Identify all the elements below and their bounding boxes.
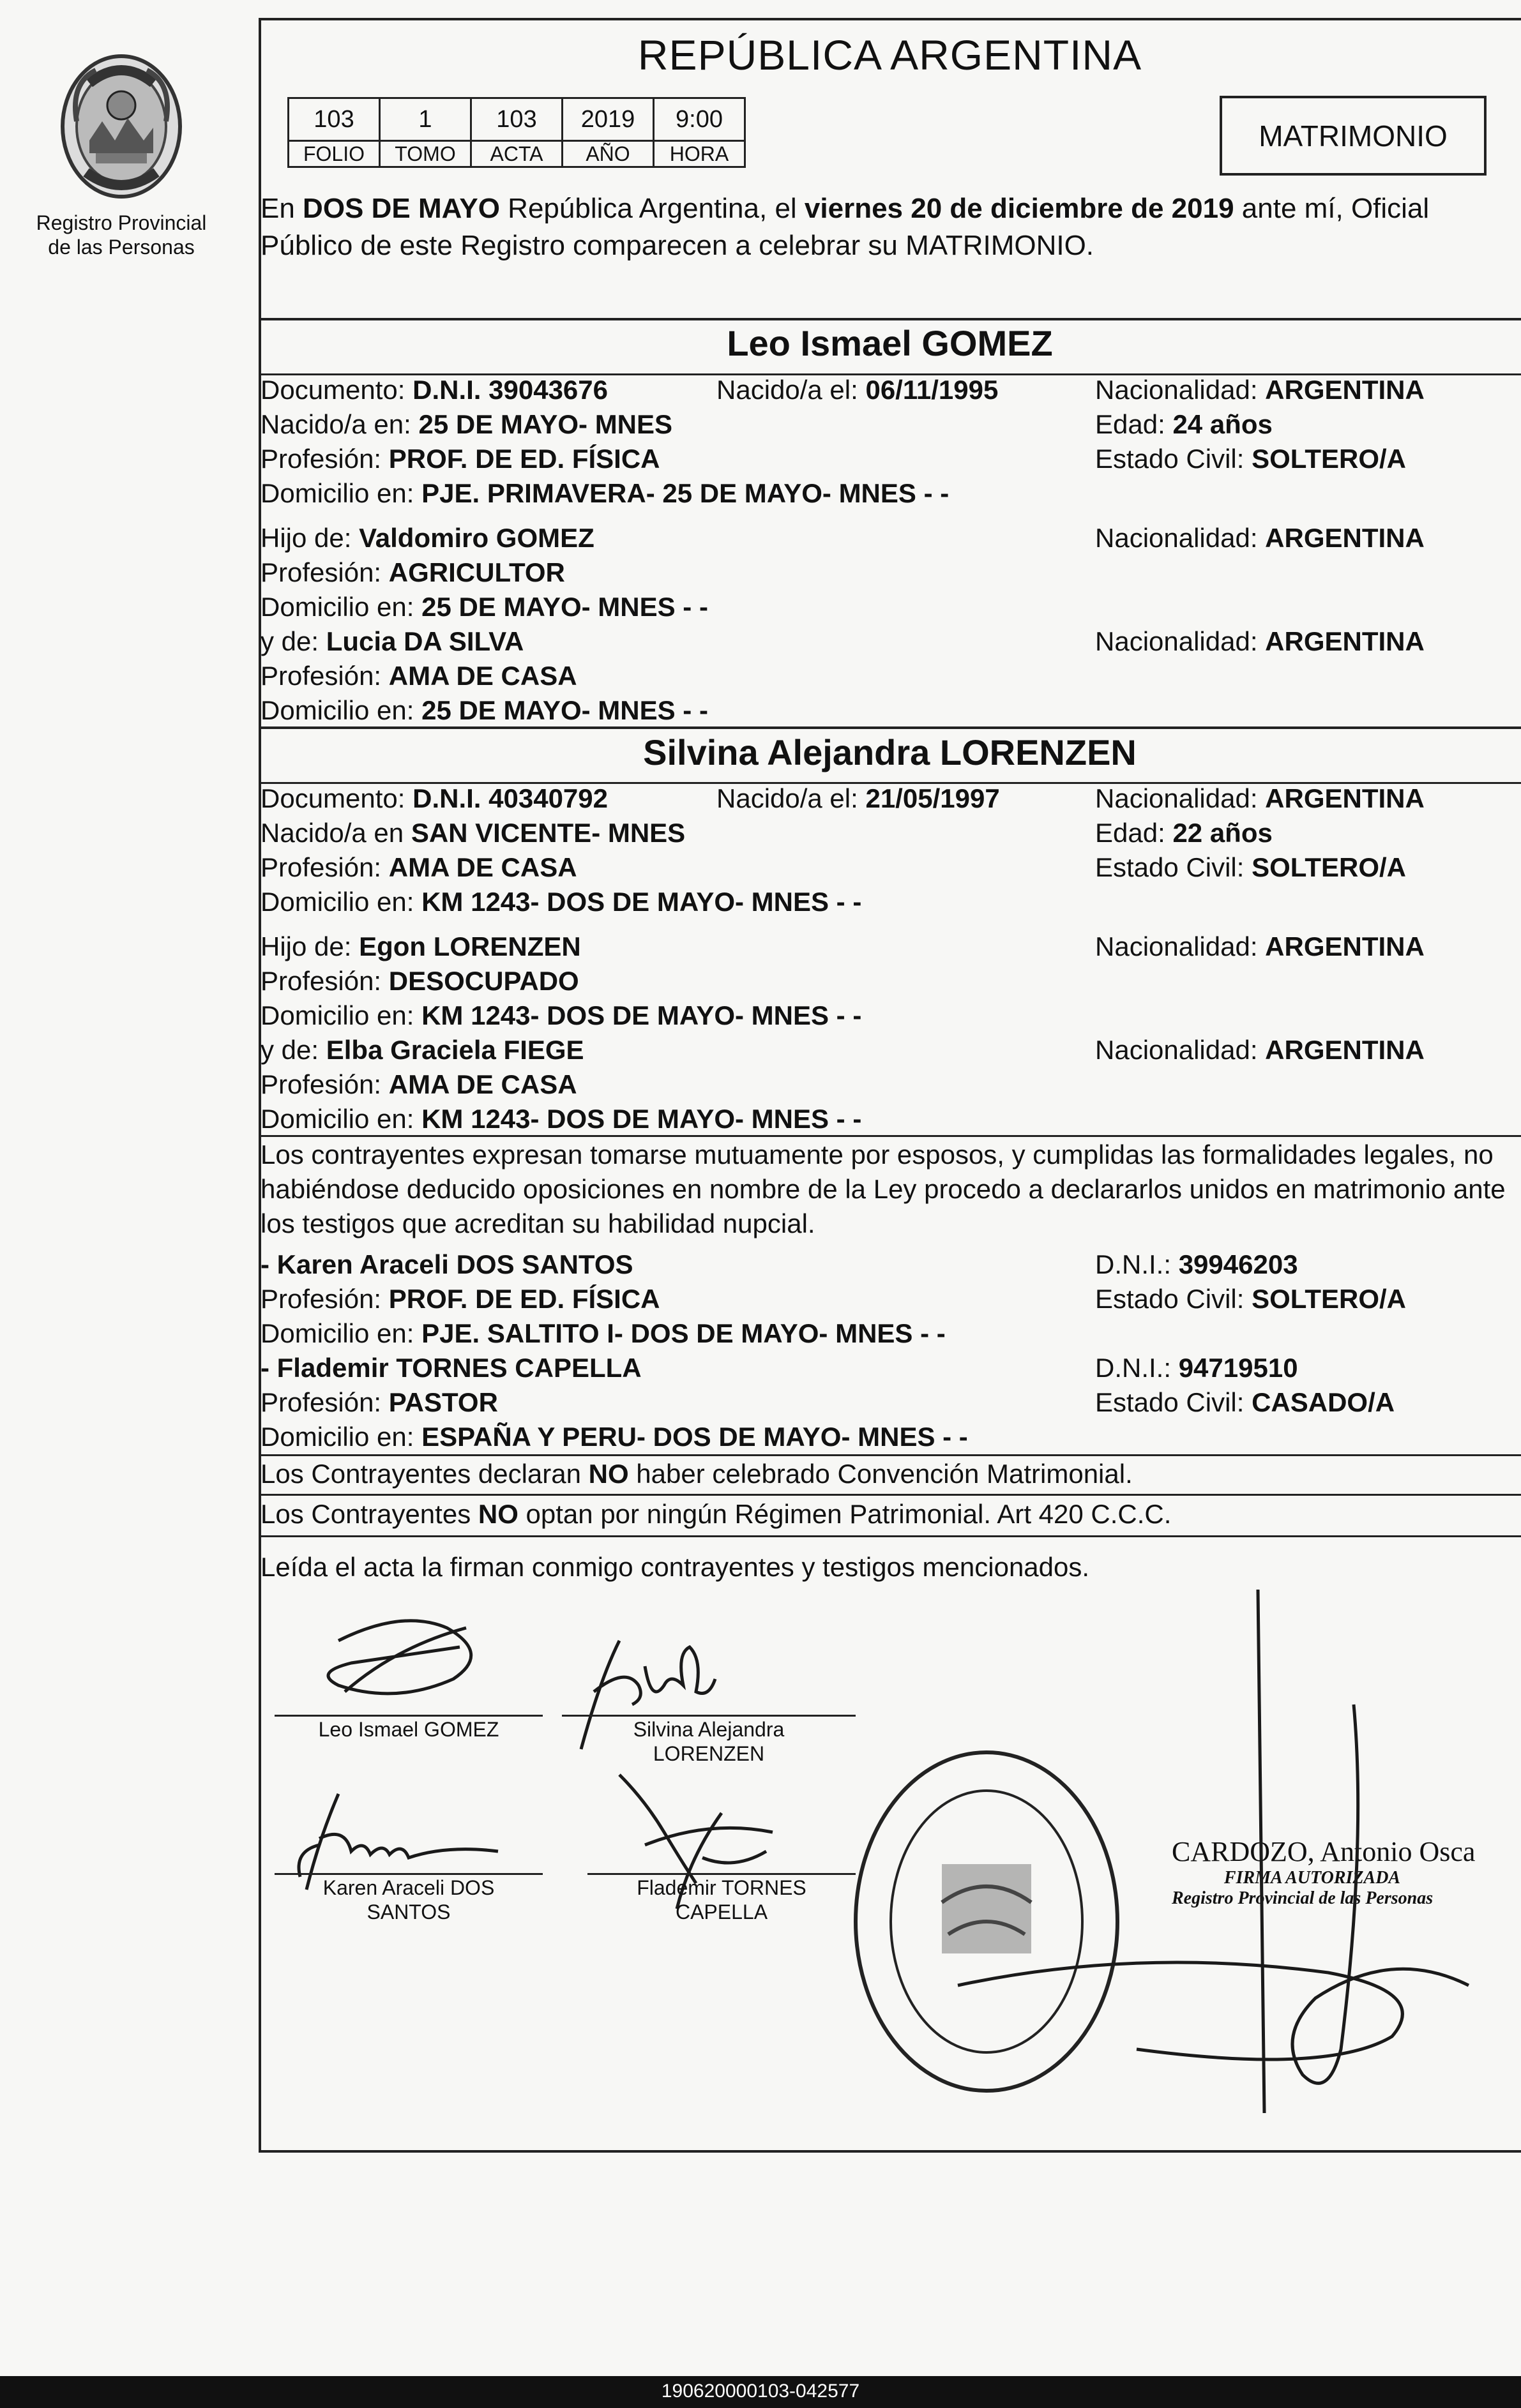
witnesses-block: - Karen Araceli DOS SANTOS D.N.I.: 39946203 Profesión: PROF. DE ED. FÍSICA Estado Civil: SOLTERO/A Domicilio en: PJE. SALTITO I- DOS DE MAYO- MNES - - - Flademir TORNES CAPELLA D.N.I.: 94719510 Profesión: PASTOR Estado Civil: CASADO/A Domicilio en: ESPAÑA Y PERU- DOS DE MAYO- MNES - - [261,1249,1406,1452]
ano-label: AÑO [563,141,654,167]
declaration-paragraph: Los contrayentes expresan tomarse mutuamente por esposos, y cumplidas las formalidades legales, no habiéndose deducido oposiciones en nombre de la Ley procedo a declararlos unidos en matrimonio ante los testigos que acreditan su habilidad nupcial. [261,1140,1506,1238]
divider [259,318,1521,320]
tomo-value: 1 [380,98,471,141]
logo-caption: Registro Provincial de las Personas [36,211,207,259]
divider [259,1535,1521,1537]
folio-value: 103 [289,98,380,141]
groom-name: Leo Ismael GOMEZ [727,323,1053,363]
signature-line [275,1715,543,1717]
witness2-signature-label: Flademir TORNES CAPELLA [637,1876,806,1923]
divider [259,1494,1521,1496]
ano-value: 2019 [563,98,654,141]
hora-value: 9:00 [654,98,745,141]
bride-signature-label: Silvina Alejandra LORENZEN [633,1718,785,1765]
signature-line [275,1873,543,1875]
official-signature-icon [945,1590,1507,2139]
groom-details: Documento: D.N.I. 39043676 Nacido/a el: 06/11/1995 Nacionalidad: ARGENTINA Nacido/a en: 25 DE MAYO- MNES Edad: 24 años Profesión: PROF. DE ED. FÍSICA Estado Civil: SOLTERO/A Domicilio en: PJE. PRIMAVERA- 25 DE MAYO- MNES - - Hijo de: Valdomiro GOMEZ Nacionalidad: ARGENTINA Profesión: AGRICULTOR Domicilio en: 25 DE MAYO- MNES - - y de: Lucia DA SILVA Nacionalidad: ARGENTINA Profesión: AMA DE CASA Domicilio en: 25 DE MAYO- MNES - - [261,375,1425,725]
divider [259,1135,1521,1137]
bride-name: Silvina Alejandra LORENZEN [643,732,1137,772]
act-type-box: MATRIMONIO [1220,96,1487,176]
acta-value: 103 [471,98,563,141]
official-office: Registro Provincial de las Personas [1172,1888,1434,1908]
witness1-signature-label: Karen Araceli DOS SANTOS [322,1876,495,1923]
acta-label: ACTA [471,141,563,167]
footer-code: 190620000103-042577 [661,2381,860,2402]
official-role: FIRMA AUTORIZADA [1223,1868,1401,1888]
province-logo [26,45,217,287]
official-name: CARDOZO, Antonio Osca [1172,1836,1476,1867]
intro-paragraph: En DOS DE MAYO República Argentina, el viernes 20 de diciembre de 2019 ante mí, Oficial Público de este Registro comparecen a celebrar su MATRIMONIO. [261,193,1430,261]
convention-line-1: Los Contrayentes declaran NO haber celebrado Convención Matrimonial. [261,1459,1133,1489]
divider [259,726,1521,729]
groom-signature-icon [300,1602,511,1717]
record-table [287,97,746,168]
convention-line-2: Los Contrayentes NO optan por ningún Régimen Patrimonial. Art 420 C.C.C. [261,1499,1172,1529]
folio-label: FOLIO [289,141,380,167]
tomo-label: TOMO [380,141,471,167]
groom-signature-label: Leo Ismael GOMEZ [318,1718,499,1741]
hora-label: HORA [654,141,745,167]
signature-line [587,1873,856,1875]
document-title: REPÚBLICA ARGENTINA [637,31,1142,79]
bride-details: Documento: D.N.I. 40340792 Nacido/a el: 21/05/1997 Nacionalidad: ARGENTINA Nacido/a en SAN VICENTE- MNES Edad: 22 años Profesión: AMA DE CASA Estado Civil: SOLTERO/A Domicilio en: KM 1243- DOS DE MAYO- MNES - - Hijo de: Egon LORENZEN Nacionalidad: ARGENTINA Profesión: DESOCUPADO Domicilio en: KM 1243- DOS DE MAYO- MNES - - y de: Elba Graciela FIEGE Nacionalidad: ARGENTINA Profesión: AMA DE CASA Domicilio en: KM 1243- DOS DE MAYO- MNES - - [261,783,1425,1134]
misiones-seal-icon [51,45,192,204]
signature-line [562,1715,856,1717]
divider [259,1454,1521,1456]
closing-text: Leída el acta la firman conmigo contrayentes y testigos mencionados. [261,1552,1090,1582]
